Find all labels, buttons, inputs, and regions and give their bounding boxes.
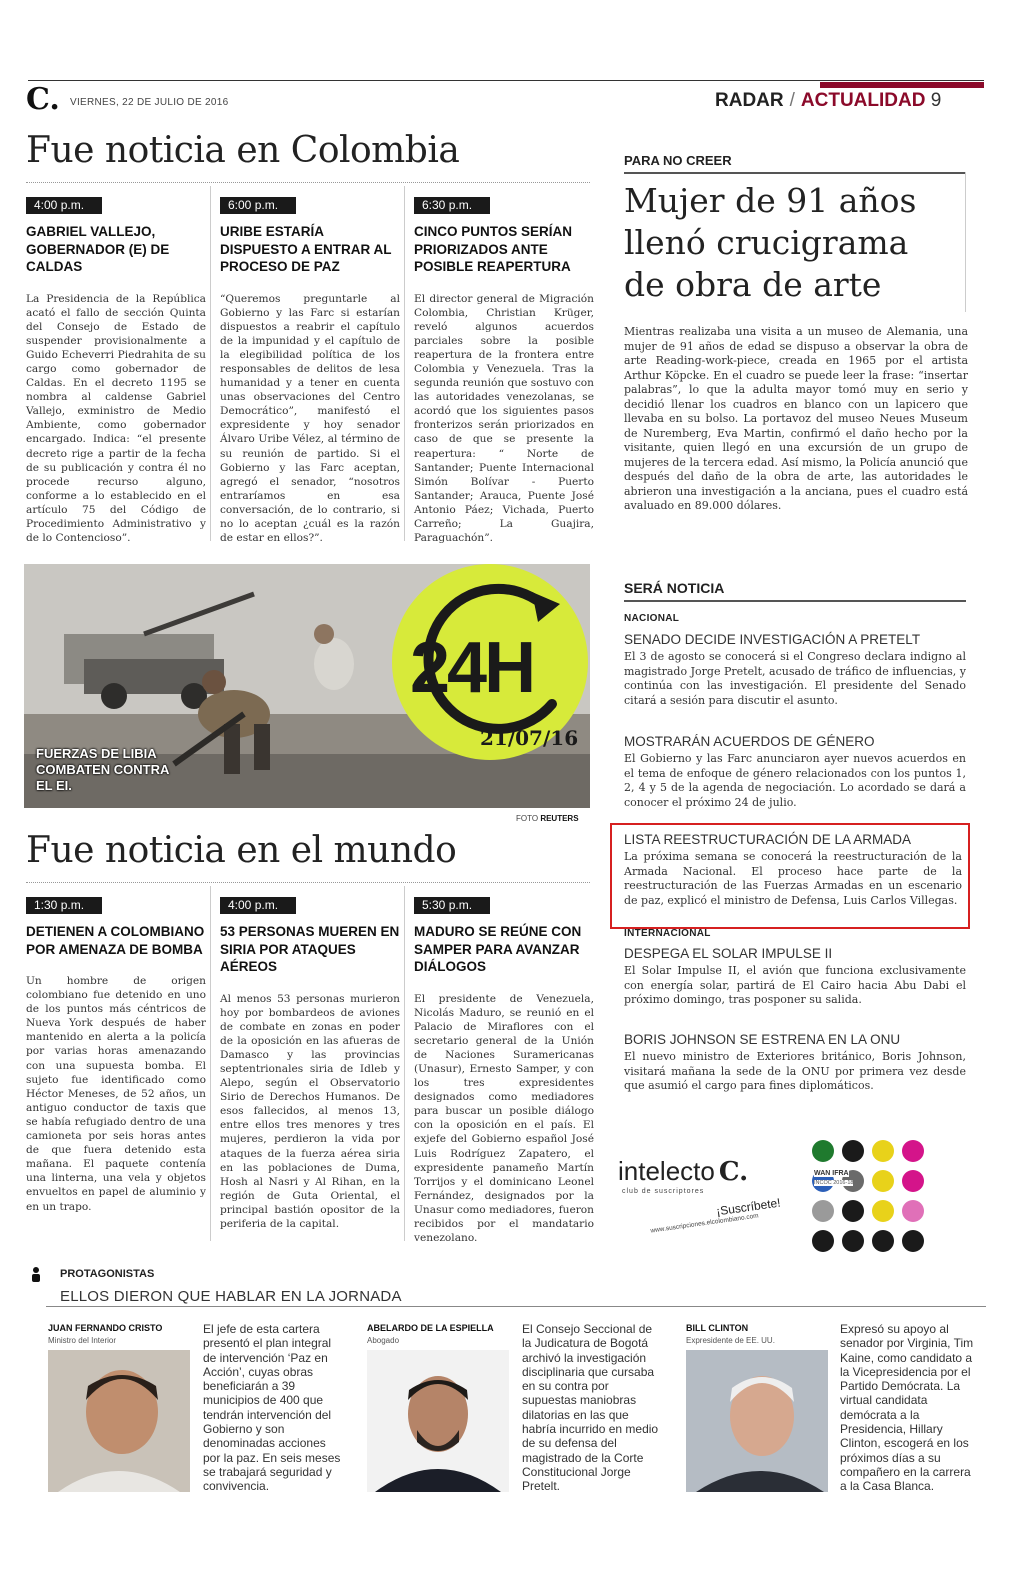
protagonist-role: Ministro del Interior [48, 1336, 117, 1345]
person-icon [30, 1266, 42, 1286]
sera-noticia-rule [624, 600, 966, 602]
column-separator [210, 186, 211, 541]
time-badge: 4:00 p.m. [26, 197, 102, 214]
news-body: La Presidencia de la República acató el fallo de sección Quinta del Consejo de Estado de suspender provisionalmente a Guido Echeverri Piedrahita de su cargo como gobernador de Caldas. En el decreto 1195 se nombra al caldense Gabriel Vallejo, exministro de Medio Ambiente, como gobernador encargado. Indica: “el presente decreto rige a partir de la fecha de su publicación y contra él no procede recurso alguno, conforme a lo establecido en el artículo 75 del Código de Procedimiento Administrativo y de lo Contencioso”. [26, 292, 206, 545]
protagonistas-title: PROTAGONISTAS [60, 1268, 155, 1280]
column-separator [404, 186, 405, 541]
color-dot [902, 1230, 924, 1252]
protagonist-name: JUAN FERNANDO CRISTO [48, 1323, 163, 1333]
protagonist-name: BILL CLINTON [686, 1323, 749, 1333]
color-dot [842, 1230, 864, 1252]
mundo-news-item [414, 894, 594, 1245]
sera-noticia-body: El nuevo ministro de Exteriores británico, Boris Johnson, visitará mañana la sede de la ONU por primera vez desde que asumió el cargo para fines diplomáticos. [624, 1050, 966, 1092]
protagonistas-subtitle: ELLOS DIERON QUE HABLAR EN LA JORNADA [60, 1288, 402, 1305]
colombia-news-item [220, 194, 400, 545]
credit-prefix: FOTO [516, 814, 539, 823]
sera-noticia-title: SENADO DECIDE INVESTIGACIÓN A PRETELT [624, 632, 921, 647]
sera-noticia-title: LISTA REESTRUCTURACIÓN DE LA ARMADA [624, 832, 912, 847]
issue-date: VIERNES, 22 DE JULIO DE 2016 [70, 97, 229, 108]
section-radar: RADAR [715, 90, 784, 111]
time-badge: 4:00 p.m. [220, 897, 296, 914]
promo-tagline: club de suscriptores [622, 1188, 705, 1195]
sera-noticia-body: El Solar Impulse II, el avión que funciona exclusivamente con energía solar, partirá de El Cairo hacia Abu Dabi el próximo domingo, tras posponer su salida. [624, 964, 966, 1006]
section-actualidad: ACTUALIDAD [800, 90, 926, 111]
sera-noticia-body: La próxima semana se conocerá la reestructuración de la Armada Nacional. El proceso hace parte de la reestructuración de las Fuerzas Armadas en un escenario de paz, explicó el ministro de Defensa, Luis Carlos Villegas. [624, 850, 962, 907]
column-separator [404, 886, 405, 1241]
color-dot [842, 1200, 864, 1222]
color-dot [902, 1170, 924, 1192]
header-rule [28, 80, 984, 81]
internacional-label: INTERNACIONAL [624, 928, 711, 939]
para-no-creer-body: Mientras realizaba una visita a un museo de Alemania, una mujer de 91 años de edad se dispuso a observar la obra de arte Reading-work-piece, creada en 1965 por el artista Arthur Köpcke. En el cuadro se puede leer la frase: “insertar palabras”, lo que la adulta mayor tomó muy en serio y decidió llenar los cuadros en blanco con un lapicero que llevaba en su bolso. La portavoz del museo Neues Museum de Nuremberg, Eva Martin, confirmó el daño hecho por la visitante, quien llegó en una excursión de un grupo de mujeres de la tercera edad. Así mismo, la Policía anunció que después del daño de la obra de arte, las autoridades le abrieron una investigación a la anciana, pues el cuadro está avaluado en 89.000 dólares. [624, 325, 968, 512]
column-separator [210, 886, 211, 1241]
news-title: URIBE ESTARÍA DISPUESTO A ENTRAR AL PROCESO DE PAZ [220, 224, 392, 274]
mundo-news-item [220, 894, 400, 1231]
news-title: GABRIEL VALLEJO, GOBERNADOR (E) DE CALDAS [26, 224, 170, 274]
promo-brand [618, 1156, 748, 1187]
color-dot [842, 1140, 864, 1162]
protagonist-role: Expresidente de EE. UU. [686, 1336, 775, 1345]
para-no-creer-kicker: PARA NO CREER [624, 153, 732, 168]
color-dot [812, 1200, 834, 1222]
protagonist-photo [48, 1350, 190, 1492]
time-badge: 6:30 p.m. [414, 197, 490, 214]
section-color-bar [820, 82, 984, 88]
award-sub: INCOC 2016-18 [814, 1180, 854, 1186]
photo-credit [516, 814, 579, 823]
promo-url[interactable]: www.suscripciones.elcolombiano.com [650, 1212, 760, 1235]
news-body: El presidente de Venezuela, Nicolás Maduro, se reunió en el Palacio de Miraflores con el secretario general de la Unión de Naciones Suramericanas (Unasur), Ernesto Samper, y con los tres expresidentes designados como mediadores para buscar un posible diálogo con la oposición en el país. El exjefe del Gobierno español José Luis Rodríguez Zapatero, el expresidente panameño Martín Torrijos y el dominicano Leonel Fernández, designados por la Unasur como mediadores, fueron recibidos por el mandatario venezolano. [414, 992, 594, 1245]
badge-date: 21/07/16 [480, 726, 579, 750]
colombia-news-item [414, 194, 594, 545]
protagonist-text: El Consejo Seccional de la Judicatura de Bogotá archivó la investigación disciplinaria que cursaba en su contra por supuestas maniobras dilatorias en las que habría incurrido en medio de su defensa del magistrado de la Corte Constitucional Jorge Pretelt. [522, 1322, 659, 1494]
sera-noticia-title: DESPEGA EL SOLAR IMPULSE II [624, 946, 833, 961]
mundo-news-item [26, 894, 206, 1214]
news-title: CINCO PUNTOS SERÍAN PRIORIZADOS ANTE POSIBLE REAPERTURA [414, 224, 573, 274]
colombia-news-item [26, 194, 206, 545]
colombia-rule [26, 182, 590, 183]
promo-brand-c: C. [718, 1157, 749, 1187]
photo-caption: FUERZAS DE LIBIA COMBATEN CONTRA EL EI. [36, 746, 169, 793]
nacional-label: NACIONAL [624, 613, 680, 624]
award-dots [808, 1138, 978, 1250]
sera-noticia-item [624, 1032, 966, 1094]
sera-noticia-body: El Gobierno y las Farc anunciaron ayer nuevos acuerdos en el tema de enfoque de género relacionados con los puntos 1, 2, 4 y 5 de la agenda de negociación. Lo acordado se dará a conocer el próximo 24 de julio. [624, 752, 966, 809]
newspaper-logo: C. [26, 82, 60, 117]
badge-label: 24H [410, 628, 534, 708]
news-body: Un hombre de origen colombiano fue detenido en uno de los puntos más céntricos de Nueva York después de haber mantenido en alerta a la policía por varias horas amenazando con una supuesta bomba. El sujeto fue identificado como Héctor Meneses, de 52 años, un antiguo conductor de taxis que se había refugiado dentro de una camioneta por seis horas antes de que fuera detenido esta mañana. El paquete contenía una linterna, una vela y objetos envueltos en papel de aluminio y en un trapo. [26, 975, 206, 1213]
color-dots-grid [808, 1138, 938, 1258]
news-body: El director general de Migración Colombia, Christian Krüger, reveló algunos acuerdos parciales sobre la posible reapertura de la frontera entre Colombia y Venezuela. Tras la segunda reunión que sostuvo con las autoridades venezolanas, se acordó que los siguientes pasos fronterizos serán priorizados en caso de que se presente la reapertura: “ Norte de Santander; Puente Internacional Simón Bolívar - Puerto Santander; Arauca, Puente José Antonio Páez; Vichada, Puerto Carreño; La Guajira, Paraguachón”. [414, 292, 594, 545]
color-dot [812, 1140, 834, 1162]
protagonist-photo [367, 1350, 509, 1492]
section-separator: / [789, 90, 795, 111]
mundo-rule [26, 882, 590, 883]
time-badge: 6:00 p.m. [220, 197, 296, 214]
sera-noticia-item [624, 734, 966, 810]
sera-noticia-title: MOSTRARÁN ACUERDOS DE GÉNERO [624, 734, 875, 749]
color-dot [902, 1140, 924, 1162]
sidebar-edge [965, 172, 966, 312]
sera-noticia-title: BORIS JOHNSON SE ESTRENA EN LA ONU [624, 1032, 901, 1047]
time-badge: 1:30 p.m. [26, 897, 102, 914]
highlight-box [610, 823, 970, 929]
protagonistas-rule [46, 1306, 986, 1307]
news-title: 53 PERSONAS MUEREN EN SIRIA POR ATAQUES AÉREOS [220, 924, 400, 974]
sera-noticia-item [624, 946, 966, 1008]
color-dot [872, 1230, 894, 1252]
para-no-creer-rule [624, 172, 966, 174]
color-dot [872, 1140, 894, 1162]
news-title: MADURO SE REÚNE CON SAMPER PARA AVANZAR DIÁLOGOS [414, 924, 582, 974]
promo-brand-name: intelecto [618, 1156, 715, 1186]
mundo-heading: Fue noticia en el mundo [26, 830, 457, 871]
time-badge: 5:30 p.m. [414, 897, 490, 914]
para-no-creer-title: Mujer de 91 años llenó crucigrama de obra de arte [624, 181, 917, 304]
protagonist-name: ABELARDO DE LA ESPIELLA [367, 1323, 494, 1333]
section-header [715, 90, 941, 112]
news-body: “Queremos preguntarle al Gobierno y las Farc si estarían dispuestos a reabrir el capítulo de la impunidad y el capítulo de la elegibilidad política de los responsables de delitos de lesa humanidad y a tener en cuenta unas observaciones del Centro Democrático”, manifestó el expresidente y hoy senador Álvaro Uribe Vélez, al término de su reunión de partido. Si el Gobierno y las Farc aceptan, agregó el senador, “nosotros entraríamos en esa conversación, de lo contrario, si no lo aceptan ¿cuál es la razón de estar en ellos?”. [220, 292, 400, 545]
protagonist-role: Abogado [367, 1336, 400, 1345]
color-dot [872, 1200, 894, 1222]
color-dot [812, 1230, 834, 1252]
promo-cta[interactable]: ¡Suscríbete! [715, 1195, 782, 1219]
sera-noticia-body: El 3 de agosto se conocerá si el Congreso declara indigno al magistrado Jorge Pretelt, acusado de tráfico de influencias, y continúa con las investigación. El presidente del Senado citará a sesión para discutir el asunto. [624, 650, 966, 707]
intelecto-promo[interactable] [616, 1138, 806, 1248]
protagonist-photo [686, 1350, 828, 1492]
award-name: WAN IFRA [814, 1170, 849, 1177]
news-body: Al menos 53 personas murieron hoy por bombardeos de aviones de combate en zonas en poder de la oposición en las afueras de Damasco y las provincias septentrionales siria de Idleb y Alepo, según el Observatorio Sirio de Derechos Humanos. De esos fallecidos, al menos 13, entre ellos tres menores y tres mujeres, perdieron la vida por ataques de la fuerza aérea siria en las poblaciones de Duma, Hosh al Nasri y Al Rihan, en la región de Guta Oriental, el principal bastión opositor de la periferia de la capital. [220, 992, 400, 1230]
sera-noticia-item [624, 632, 966, 708]
protagonist-text: El jefe de esta cartera presentó el plan integral de intervención ‘Paz en Acción’, cuyas obras beneficiarán a 39 municipios de 400 que tendrán intervención del Gobierno y son denominadas acciones por la paz. En seis meses se trabajará seguridad y convivencia. [203, 1322, 341, 1494]
credit-agency: REUTERS [540, 814, 579, 823]
color-dot [872, 1170, 894, 1192]
sera-noticia-kicker: SERÁ NOTICIA [624, 580, 725, 596]
page-number: 9 [930, 90, 942, 111]
color-dot [902, 1200, 924, 1222]
protagonist-text: Expresó su apoyo al senador por Virginia, Tim Kaine, como candidato a la Vicepresidencia por el Partido Demócrata. La virtual candidata demócrata a la Presidencia, Hillary Clinton, escogerá en los próximos días a su compañero en la carrera a la Casa Blanca. [840, 1322, 974, 1494]
colombia-heading: Fue noticia en Colombia [26, 130, 460, 171]
news-title: DETIENEN A COLOMBIANO POR AMENAZA DE BOMBA [26, 924, 205, 957]
